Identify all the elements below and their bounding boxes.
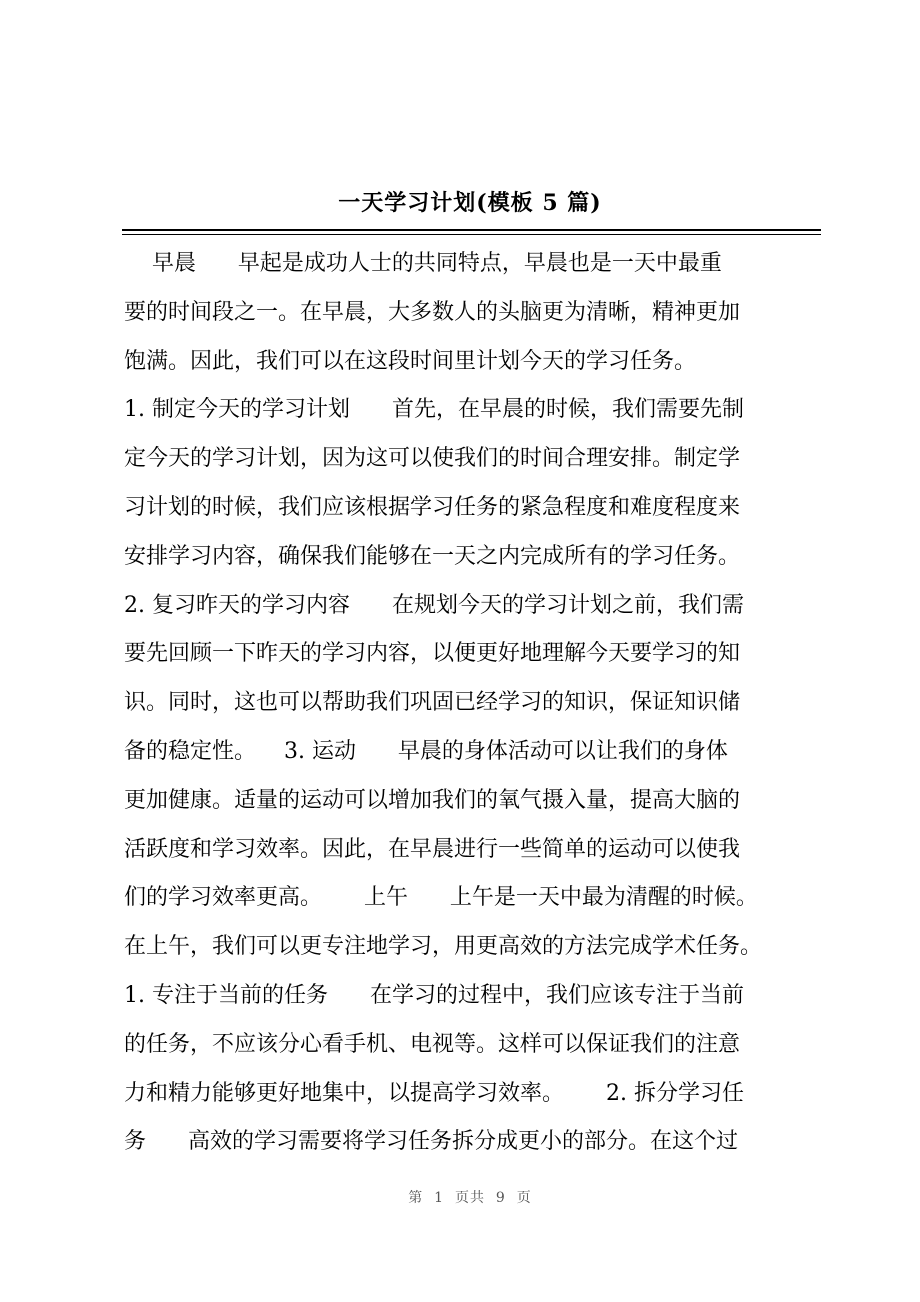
text-line: 1. 专注于当前的任务 在学习的过程中，我们应该专注于当前 [124,982,744,1008]
text-line: 2. 复习昨天的学习内容 在规划今天的学习计划之前，我们需 [124,592,744,618]
text-line: 要先回顾一下昨天的学习内容，以便更好地理解今天要学习的知 [124,641,741,667]
document-title: 一天学习计划(模板 5 篇) [338,190,602,216]
body-text [124,240,824,1167]
title-rule-thin [122,234,821,235]
text-line: 活跃度和学习效率。因此，在早晨进行一些简单的运动可以使我 [124,836,741,862]
text-line: 安排学习内容，确保我们能够在一天之内完成所有的学习任务。 [124,543,741,569]
text-line: 习计划的时候，我们应该根据学习任务的紧急程度和难度程度来 [124,494,741,520]
text-line: 们的学习效率更高。 上午 上午是一天中最为清醒的时候。 [124,885,758,911]
text-line: 的任务，不应该分心看手机、电视等。这样可以保证我们的注意 [124,1031,741,1057]
text-line: 1. 制定今天的学习计划 首先，在早晨的时候，我们需要先制 [124,397,744,423]
text-line: 识。同时，这也可以帮助我们巩固已经学习的知识，保证知识储 [124,690,741,716]
text-line: 早晨 早起是成功人士的共同特点，早晨也是一天中最重 [124,251,722,276]
text-line: 备的稳定性。 3. 运动 早晨的身体活动可以让我们的身体 [124,738,728,764]
text-line: 要的时间段之一。在早晨，大多数人的头脑更为清晰，精神更加 [124,299,741,325]
text-line: 饱满。因此，我们可以在这段时间里计划今天的学习任务。 [124,348,697,374]
text-line: 更加健康。适量的运动可以增加我们的氧气摄入量，提高大脑的 [124,787,741,813]
text-line: 定今天的学习计划，因为这可以使我们的时间合理安排。制定学 [124,446,741,472]
title-rule-thick [122,229,821,231]
text-line: 在上午，我们可以更专注地学习，用更高效的方法完成学术任务。 [124,934,763,960]
text-line: 务 高效的学习需要将学习任务拆分成更小的部分。在这个过 [124,1129,738,1155]
page-footer: 第 1 页共 9 页 [408,1190,532,1206]
text-line: 力和精力能够更好地集中，以提高学习效率。 2. 拆分学习任 [124,1080,744,1106]
